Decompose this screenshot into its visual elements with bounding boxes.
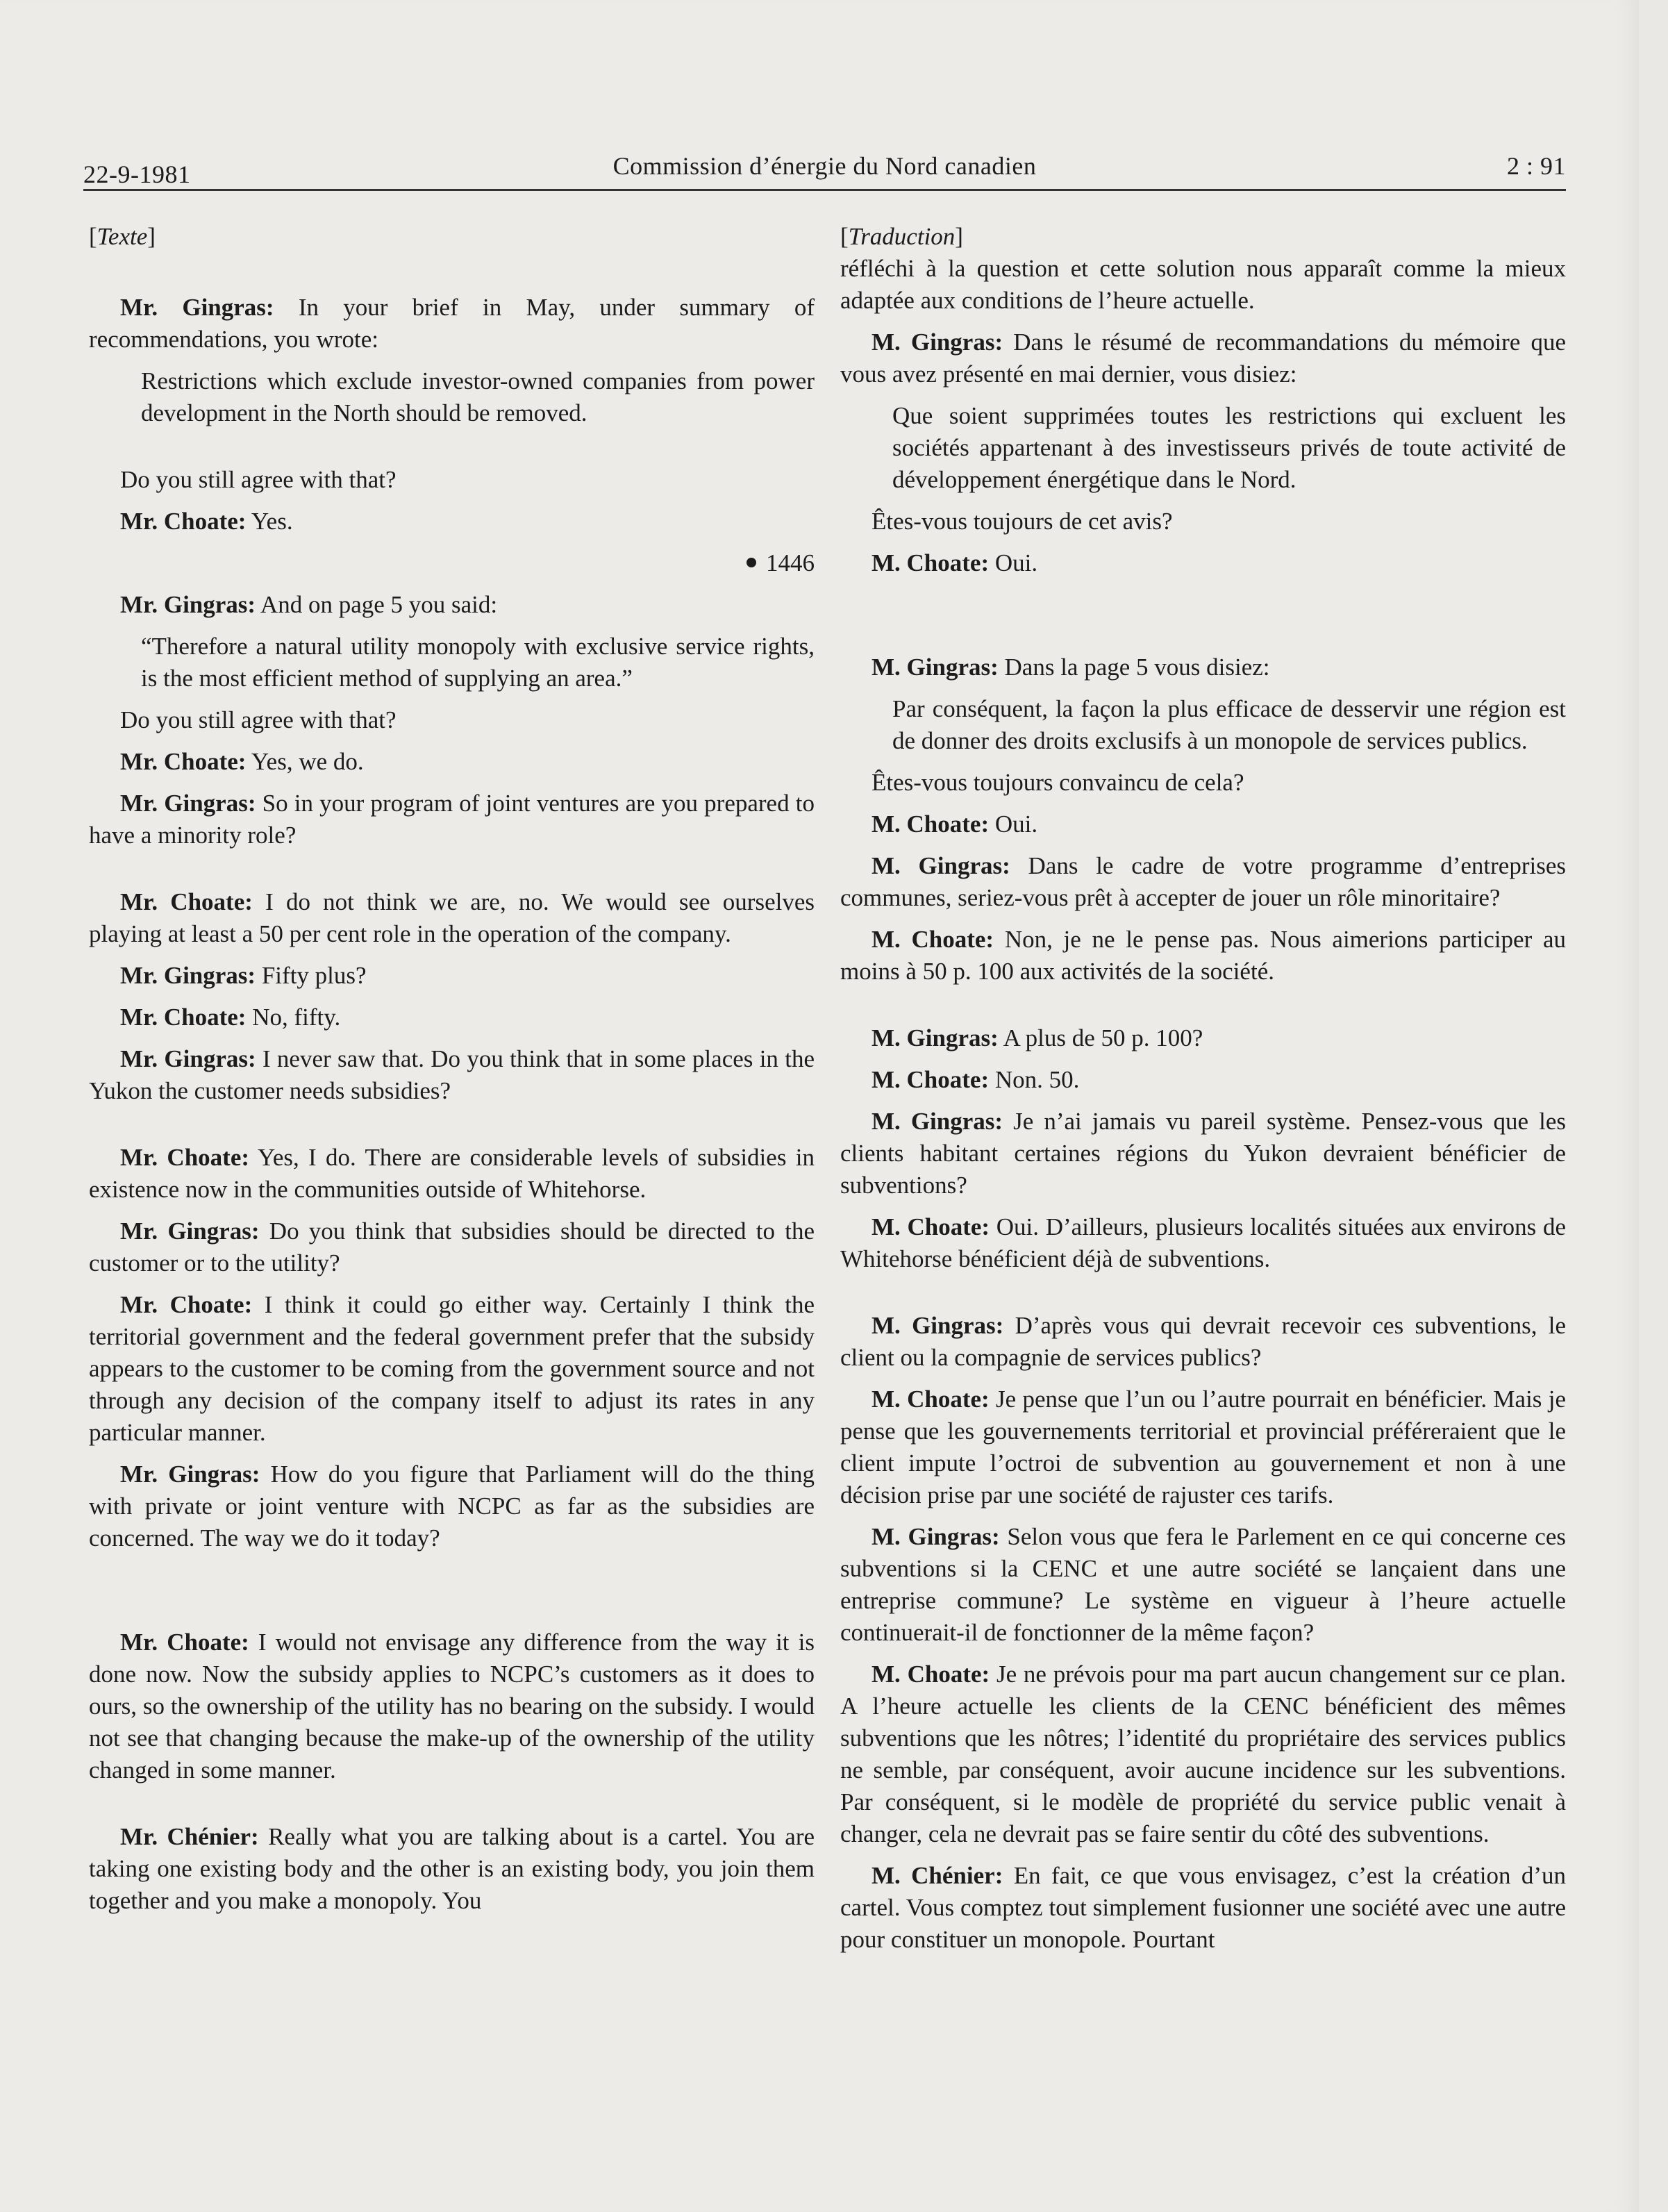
header-rule [83, 189, 1566, 191]
paragraph: M. Gingras: A plus de 50 p. 100? [871, 1024, 1203, 1051]
paragraph: Mr. Gingras: In your brief in May, under summary of recommendations, you wrote: [89, 294, 815, 353]
english-column [89, 221, 815, 1927]
paragraph: M. Choate: Non. 50. [871, 1066, 1080, 1093]
header-date: 22-9-1981 [83, 160, 191, 188]
paragraph: Mr. Gingras: Do you think that subsidies should be directed to the customer or to the utility? [89, 1217, 815, 1277]
language-tag: [Texte] [89, 223, 156, 250]
paragraph: M. Chénier: En fait, ce que vous envisagez, c’est la création d’un cartel. Vous comptez tout simplement fusionner une société avec une autre pour constituer un monopole. Pourtant [840, 1862, 1566, 1953]
paragraph: M. Choate: Je pense que l’un ou l’autre pourrait en bénéficier. Mais je pense que les gouvernements territorial et provincial préféreraient que le client impute l’octroi de subvention au gouvernement et non à une décision prise par une société de rajuster ces tarifs. [840, 1386, 1567, 1508]
paragraph: M. Gingras: D’après vous qui devrait recevoir ces subventions, le client ou la compagnie de services publics? [840, 1312, 1567, 1371]
paragraph: Mr. Choate: No, fifty. [120, 1004, 341, 1031]
page-header [83, 146, 1566, 188]
paragraph: Êtes-vous toujours convaincu de cela? [871, 769, 1244, 796]
header-page-number: 2 : 91 [1506, 152, 1566, 180]
paragraph: M. Gingras: Selon vous que fera le Parlement en ce qui concerne ces subventions si la CENC et une autre société se lançaient dans une entreprise commune? Le système en vigueur à l’heure actuelle continuerait-il de fonctionner de la même façon? [840, 1523, 1566, 1646]
paragraph: Mr. Choate: I do not think we are, no. We would see ourselves playing at least a 50 per cent role in the operation of the company. [89, 888, 815, 947]
paragraph: M. Gingras: Je n’ai jamais vu pareil système. Pensez-vous que les clients habitant certaines régions du Yukon devraient bénéficier de subventions? [840, 1108, 1566, 1199]
paragraph: M. Gingras: Dans le cadre de votre programme d’entreprises communes, seriez-vous prêt à accepter de jouer un rôle minoritaire? [840, 852, 1566, 911]
paragraph: Mr. Choate: I think it could go either way. Certainly I think the territorial government and the federal government prefer that the subsidy appears to the customer to be coming from the government source and not through any decision of the company itself to adjust its rates in any particular manner. [89, 1291, 815, 1446]
timestamp: 1446 [89, 547, 815, 579]
paragraph: Mr. Choate: Yes. [120, 508, 293, 535]
language-tag: [Traduction] [840, 223, 963, 250]
paragraph: Mr. Gingras: And on page 5 you said: [120, 591, 498, 618]
quotation: Que soient supprimées toutes les restrictions qui excluent les sociétés appartenant à des investisseurs privés de toute activité de développement énergétique dans le Nord. [892, 402, 1566, 493]
paragraph: Mr. Gingras: I never saw that. Do you think that in some places in the Yukon the customer needs subsidies? [89, 1045, 815, 1104]
paragraph: Do you still agree with that? [120, 706, 397, 733]
paragraph: M. Gingras: Dans le résumé de recommandations du mémoire que vous avez présenté en mai dernier, vous disiez: [840, 329, 1566, 388]
quotation: “Therefore a natural utility monopoly with exclusive service rights, is the most efficient method of supplying an area.” [141, 633, 815, 692]
quotation: Restrictions which exclude investor-owned companies from power development in the North should be removed. [141, 367, 815, 426]
paragraph: Mr. Choate: Yes, we do. [120, 748, 364, 775]
paragraph: Do you still agree with that? [120, 466, 397, 493]
paragraph: Mr. Choate: I would not envisage any difference from the way it is done now. Now the subsidy applies to NCPC’s customers as it does to ours, so the ownership of the utility has no bearing on the subsidy. I would not see that changing because the make-up of the ownership of the utility changed in some manner. [89, 1629, 815, 1783]
paragraph: Mr. Gingras: So in your program of joint ventures are you prepared to have a minority role? [89, 790, 815, 849]
quotation: Par conséquent, la façon la plus efficace de desservir une région est de donner des droits exclusifs à un monopole de services publics. [892, 695, 1566, 754]
paragraph: Mr. Gingras: How do you figure that Parliament will do the thing with private or joint venture with NCPC as far as the subsidies are concerned. The way we do it today? [89, 1461, 815, 1552]
paragraph: M. Choate: Oui. [871, 810, 1038, 838]
paragraph: M. Choate: Non, je ne le pense pas. Nous aimerions participer au moins à 50 p. 100 aux activités de la société. [840, 926, 1566, 985]
paragraph: M. Choate: Oui. [871, 549, 1038, 576]
paragraph: Mr. Choate: Yes, I do. There are considerable levels of subsidies in existence now in the communities outside of Whitehorse. [89, 1144, 815, 1203]
paragraph: Êtes-vous toujours de cet avis? [871, 508, 1173, 535]
paragraph: Mr. Gingras: Fifty plus? [120, 962, 367, 989]
paragraph: M. Choate: Oui. D’ailleurs, plusieurs localités situées aux environs de Whitehorse bénéficient déjà de subventions. [840, 1213, 1567, 1272]
paragraph: M. Gingras: Dans la page 5 vous disiez: [871, 654, 1270, 681]
paragraph: Mr. Chénier: Really what you are talking about is a cartel. You are taking one existing body and the other is an existing body, you join them together and you make a monopoly. You [89, 1823, 815, 1914]
bullet-icon [747, 558, 756, 567]
header-title: Commission d’énergie du Nord canadien [612, 152, 1037, 180]
paragraph: réfléchi à la question et cette solution nous apparaît comme la mieux adaptée aux conditions de l’heure actuelle. [840, 255, 1566, 314]
paragraph: M. Choate: Je ne prévois pour ma part aucun changement sur ce plan. A l’heure actuelle les clients de la CENC bénéficient des mêmes subventions que les nôtres; l’identité du propriétaire des services publics ne semble, par conséquent, avoir aucune incidence sur les subventions. Par conséquent, si le modèle de propriété du service public venait à changer, cela ne devrait pas se faire sentir du côté des subventions. [840, 1661, 1566, 1847]
french-column [840, 221, 1566, 1965]
